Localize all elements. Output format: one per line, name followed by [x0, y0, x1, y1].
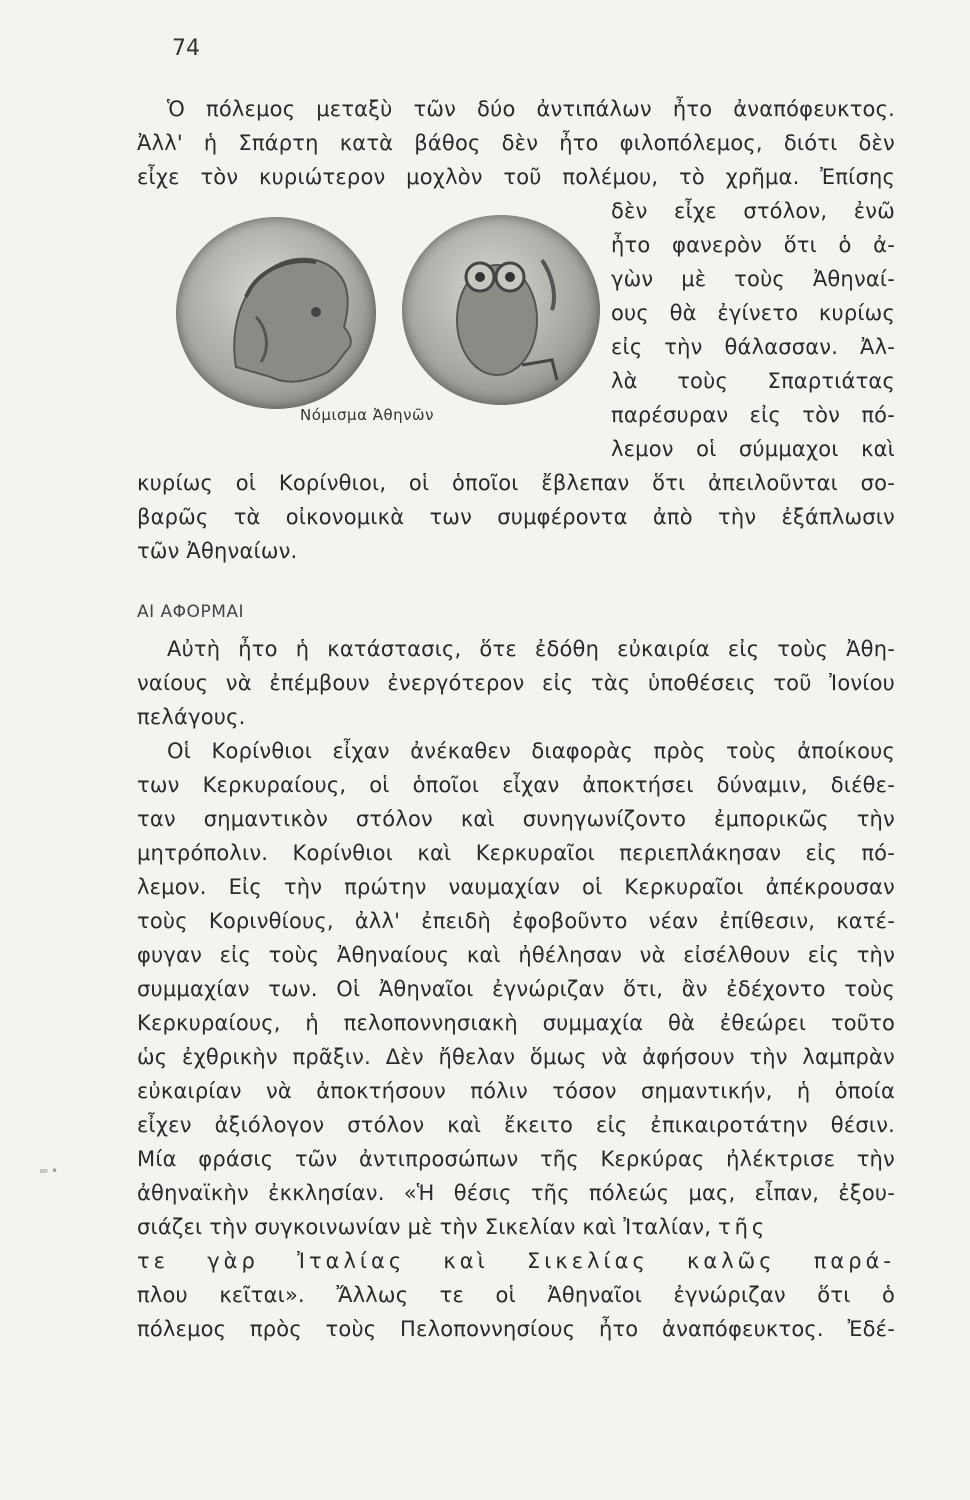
text-line: μητρόπολιν. Κορίνθιοι καὶ Κερκυραῖοι περιεπλάκησαν εἰς πό-	[137, 841, 895, 865]
spaced-text: τῆς	[717, 1215, 769, 1239]
text-fragment: σιάζει τὴν συγκοινωνίαν μὲ τὴν Σικελίαν καὶ Ἰταλίαν,	[137, 1215, 712, 1239]
text-line: Αὐτὴ ἦτο ἡ κατάστασις, ὅτε ἐδόθη εὐκαιρία εἰς τοὺς Ἀθη-	[167, 637, 895, 661]
text-line: φυγαν εἰς τοὺς Ἀθηναίους καὶ ἠθέλησαν νὰ εἰσέλθουν εἰς τὴν	[137, 943, 895, 967]
text-line: εἶχε τὸν κυριώτερον μοχλὸν τοῦ πολέμου, τὸ χρῆμα. Ἐπίσης	[137, 165, 895, 189]
text-line: ους θὰ ἐγίνετο κυρίως	[611, 301, 895, 325]
text-line: λὰ τοὺς Σπαρτιάτας	[611, 369, 895, 393]
text-line: Μία φράσις τῶν ἀντιπροσώπων τῆς Κερκύρας ἠλέκτρισε τὴν	[137, 1147, 895, 1171]
page-number: 74	[172, 36, 200, 61]
text-line: Κερκυραίους, ἡ πελοποννησιακὴ συμμαχία θὰ ἐθεώρει τοῦτο	[137, 1011, 895, 1035]
text-line: Οἱ Κορίνθιοι εἶχαν ἀνέκαθεν διαφορὰς πρὸς τοὺς ἀποίκους	[167, 739, 895, 763]
text-line: συμμαχίαν των. Οἱ Ἀθηναῖοι ἐγνώριζαν ὅτι, ἂν ἐδέχοντο τοὺς	[137, 977, 895, 1001]
text-line: τῶν Ἀθηναίων.	[137, 539, 298, 563]
text-line: πελάγους.	[137, 705, 246, 729]
text-line: των Κερκυραίους, οἱ ὁποῖοι εἶχαν ἀποκτήσει δύναμιν, διέθε-	[137, 773, 895, 797]
text-line: εἰς τὴν θάλασσαν. Ἀλ-	[611, 335, 895, 359]
text-line: πλου κεῖται». Ἄλλως τε οἱ Ἀθηναῖοι ἐγνώριζαν ὅτι ὁ	[137, 1283, 895, 1307]
figure-caption: Νόμισμα Ἀθηνῶν	[300, 406, 434, 424]
text-line: ἀθηναϊκὴν ἐκκλησίαν. «Ἡ θέσις τῆς πόλεώς μας, εἶπαν, ἐξου-	[137, 1181, 895, 1205]
text-line: βαρῶς τὰ οἰκονομικὰ των συμφέροντα ἀπὸ τὴν ἐξάπλωσιν	[137, 505, 895, 529]
text-line	[137, 1210, 895, 1244]
text-line: δὲν εἶχε στόλον, ἐνῶ	[611, 199, 895, 223]
main-text	[137, 92, 895, 1346]
text-line: ταν σημαντικὸν στόλον καὶ συνηγωνίζοντο ἐμπορικῶς τὴν	[137, 807, 895, 831]
text-line: ἦτο φανερὸν ὅτι ὁ ἀ-	[611, 233, 895, 257]
text-line: λεμον. Εἰς τὴν πρώτην ναυμαχίαν οἱ Κερκυραῖοι ἀπέκρουσαν	[137, 875, 895, 899]
text-line: γὼν μὲ τοὺς Ἀθηναί-	[611, 267, 895, 291]
text-line: ναίους νὰ ἐπέμβουν ἐνεργότερον εἰς τὰς ὑποθέσεις τοῦ Ἰονίου	[137, 671, 895, 695]
text-line: Ἀλλ' ἡ Σπάρτη κατὰ βάθος δὲν ἦτο φιλοπόλεμος, διότι δὲν	[137, 131, 895, 155]
spaced-text-line: τε γὰρ Ἰταλίας καὶ Σικελίας καλῶς παρά-	[137, 1249, 895, 1273]
section-heading: ΑΙ ΑΦΟΡΜΑΙ	[137, 602, 244, 622]
text-line: εὐκαιρίαν νὰ ἀποκτήσουν πόλιν τόσον σημαντικήν, ἡ ὁποία	[137, 1079, 895, 1103]
text-line: κυρίως οἱ Κορίνθιοι, οἱ ὁποῖοι ἔβλεπαν ὅτι ἀπειλοῦνται σο-	[137, 471, 895, 495]
text-line: λεμον οἱ σύμμαχοι καὶ	[611, 437, 895, 461]
text-line: παρέσυραν εἰς τὸν πό-	[611, 403, 895, 427]
margin-mark: ═ •	[40, 1164, 59, 1178]
text-line: ὡς ἐχθρικὴν πρᾶξιν. Δὲν ἤθελαν ὅμως νὰ ἀφήσουν τὴν λαμπρὰν	[137, 1045, 895, 1069]
text-line: τοὺς Κορινθίους, ἀλλ' ἐπειδὴ ἐφοβοῦντο νέαν ἐπίθεσιν, κατέ-	[137, 909, 895, 933]
text-line: πόλεμος πρὸς τοὺς Πελοποννησίους ἦτο ἀναπόφευκτος. Ἐδέ-	[137, 1317, 895, 1341]
text-line: εἶχεν ἀξιόλογον στόλον καὶ ἔκειτο εἰς ἐπικαιροτάτην θέσιν.	[137, 1113, 895, 1137]
text-line: Ὁ πόλεμος μεταξὺ τῶν δύο ἀντιπάλων ἦτο ἀναπόφευκτος.	[167, 97, 895, 121]
